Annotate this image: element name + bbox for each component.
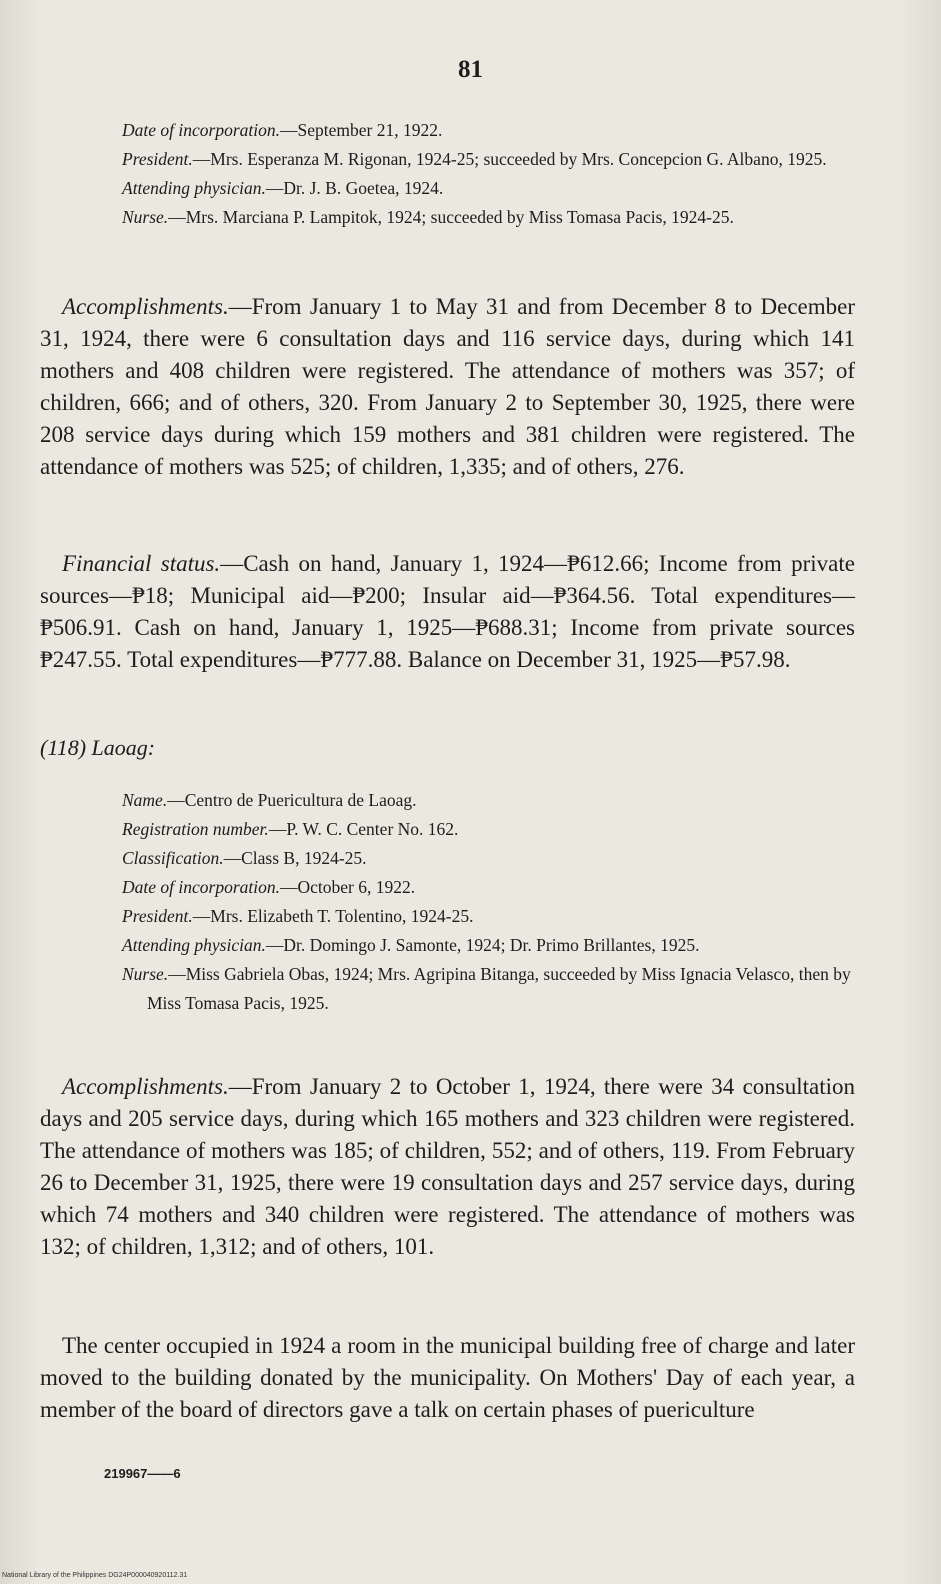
section-heading-laoag: (118) Laoag: [40, 735, 156, 760]
financial-status: Financial status.—Cash on hand, January 1, 1924—₱612.66; Income from private sources—₱18; Municipal aid—₱200; Insular aid—₱364.56. Total expenditures—₱506.91. Cash on hand, January 1, 1925—₱688.31; Income from private sources ₱247.55. Total expenditures—₱777.88. Balance on December 31, 1925—₱57.98. [40, 551, 855, 672]
entry-physician-laoag: Attending physician.—Dr. Domingo J. Samonte, 1924; Dr. Primo Brillantes, 1925. [122, 935, 700, 955]
library-watermark: National Library of the Philippines DG24P000040920112.31 [2, 1572, 188, 1579]
center-description: The center occupied in 1924 a room in the municipal building free of charge and later moved to the building donated by the municipality. On Mothers' Day of each year, a member of the board of directors gave a talk on certain phases of puericulture [40, 1333, 855, 1422]
entry-incorporation-laoag: Date of incorporation.—October 6, 1922. [122, 877, 416, 897]
entry-registration: Registration number.—P. W. C. Center No. 162. [122, 819, 459, 839]
entry-president-laoag: President.—Mrs. Elizabeth T. Tolentino, 1924-25. [122, 906, 474, 926]
entry-president: President.—Mrs. Esperanza M. Rigonan, 1924-25; succeeded by Mrs. Concepcion G. Albano, 1925. [122, 149, 827, 169]
entry-incorporation: Date of incorporation.—September 21, 1922. [122, 120, 443, 140]
accomplishments-2: Accomplishments.—From January 2 to October 1, 1924, there were 34 consultation days and 205 service days, during which 165 mothers and 323 children were registered. The attendance of mothers was 185; of children, 552; and of others, 119. From February 26 to December 31, 1925, there were 19 consultation days and 257 service days, during which 74 mothers and 340 children were registered. The attendance of mothers was 132; of children, 1,312; and of others, 101. [40, 1074, 855, 1259]
page-number: 81 [458, 56, 483, 83]
footer-code: 219967——6 [104, 1466, 181, 1481]
accomplishments-1: Accomplishments.—From January 1 to May 31 and from December 8 to December 31, 1924, there were 6 consultation days and 116 service days, during which 141 mothers and 408 children were registered. The attendance of mothers was 357; of children, 666; and of others, 320. From January 2 to September 30, 1925, there were 208 service days during which 159 mothers and 381 children were registered. The attendance of mothers was 525; of children, 1,335; and of others, 276. [40, 294, 855, 479]
entry-name: Name.—Centro de Puericultura de Laoag. [122, 790, 417, 810]
entry-nurse: Nurse.—Mrs. Marciana P. Lampitok, 1924; succeeded by Miss Tomasa Pacis, 1924-25. [122, 207, 734, 227]
entry-classification: Classification.—Class B, 1924-25. [122, 848, 367, 868]
entry-physician: Attending physician.—Dr. J. B. Goetea, 1924. [122, 178, 444, 198]
entry-nurse-laoag: Nurse.—Miss Gabriela Obas, 1924; Mrs. Agripina Bitanga, succeeded by Miss Ignacia Velasco, then by Miss Tomasa Pacis, 1925. [122, 964, 851, 1013]
top-entries [40, 116, 855, 232]
laoag-entries [40, 786, 855, 1018]
